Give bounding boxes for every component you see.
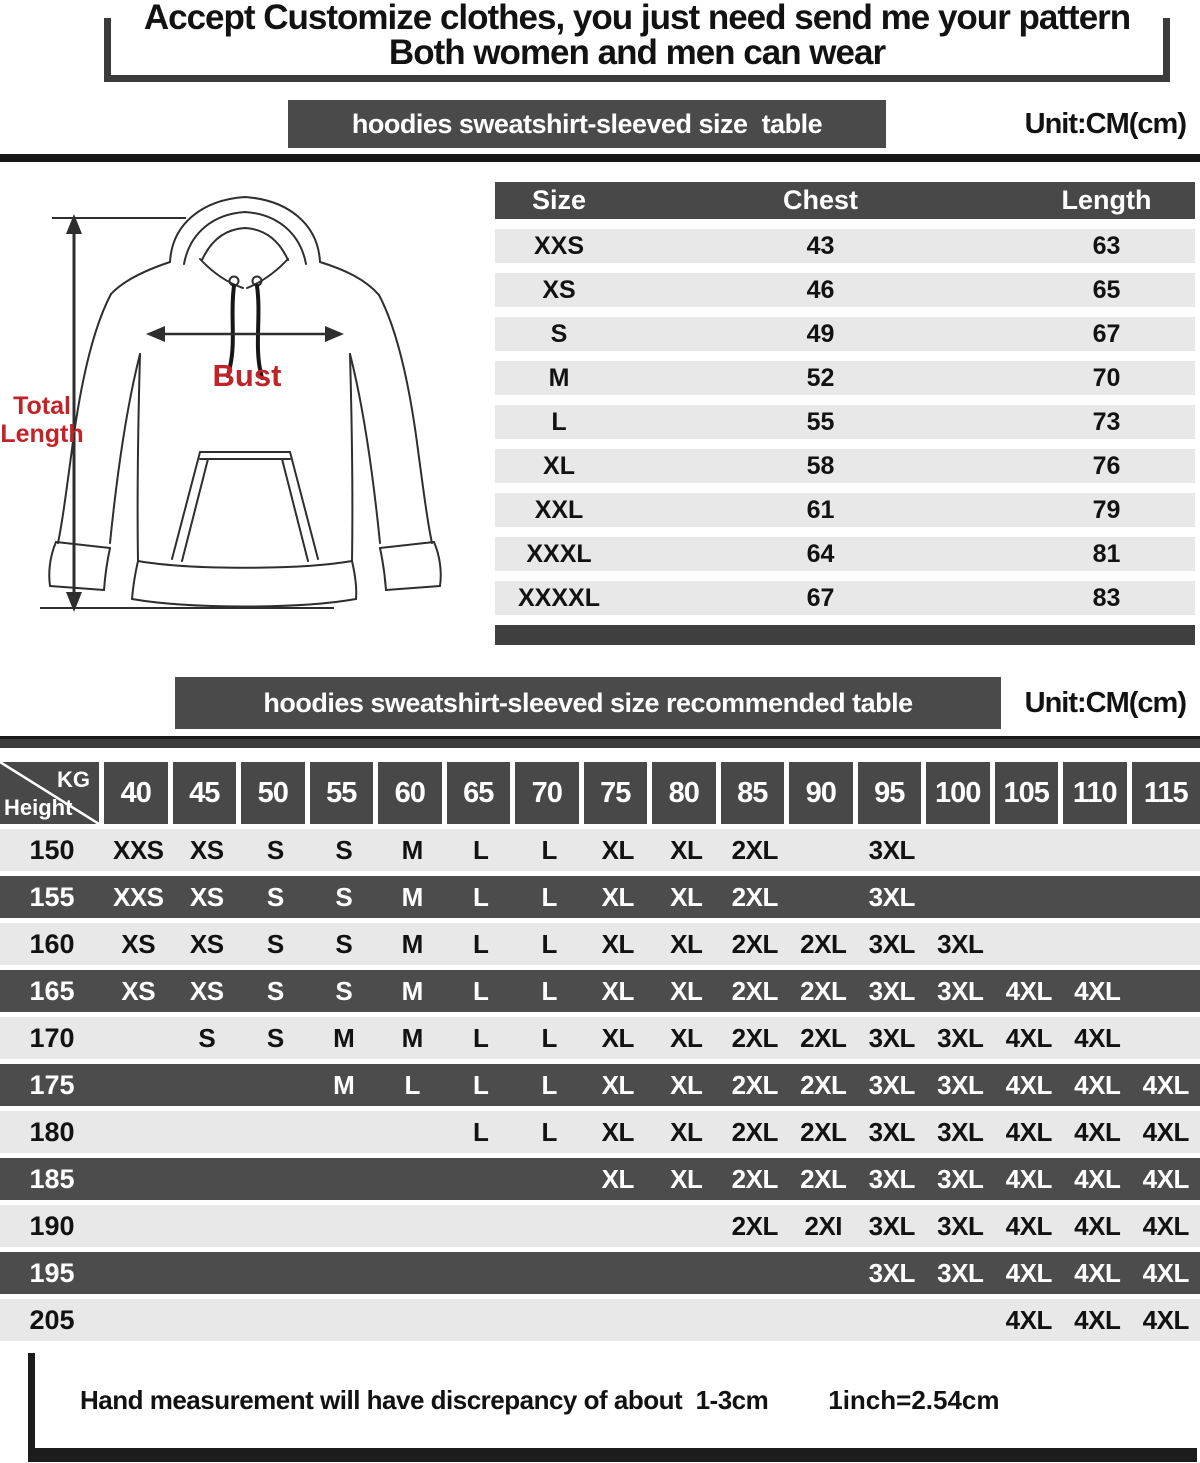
recommend-size-cell: S	[266, 928, 284, 959]
size-cell-length: 65	[1092, 275, 1121, 304]
size-cell-size: XXL	[534, 495, 584, 524]
recommend-size-cell: S	[335, 834, 353, 865]
size-cell-size: XXXL	[526, 539, 592, 568]
size-cell-length: 73	[1092, 407, 1121, 436]
recommend-size-cell: M	[401, 975, 423, 1006]
recommend-size-cell: 4XL	[1005, 1304, 1052, 1335]
recommend-size-cell: XS	[189, 928, 224, 959]
recommend-size-cell: 2XL	[731, 928, 778, 959]
recommend-size-cell: 2XL	[731, 834, 778, 865]
unit-label-2: Unit:CM(cm)	[1024, 686, 1186, 719]
size-cell-size: M	[548, 363, 570, 392]
recommend-size-cell: 3XL	[868, 1022, 915, 1053]
height-label: 175	[29, 1069, 75, 1100]
recommend-table-banner: hoodies sweatshirt-sleeved size recommended table	[175, 677, 1001, 729]
recommend-size-cell: L	[541, 1022, 557, 1053]
size-table-row	[495, 581, 1195, 615]
recommend-size-cell: L	[473, 1116, 489, 1147]
dimension-arrowheads	[66, 214, 344, 612]
height-label: 160	[29, 928, 75, 959]
recommend-size-cell: XS	[189, 881, 224, 912]
recommend-size-cell: 3XL	[868, 975, 915, 1006]
recommend-size-cell: XL	[601, 928, 634, 959]
recommend-size-cell: XL	[670, 834, 703, 865]
size-table-row	[495, 229, 1195, 263]
recommend-size-cell: XL	[601, 1116, 634, 1147]
recommend-size-cell: S	[198, 1022, 216, 1053]
height-corner-label: Height	[4, 795, 73, 820]
recommend-size-cell: 4XL	[1005, 1069, 1052, 1100]
size-table-rows	[495, 229, 1195, 615]
recommend-size-cell: 4XL	[1142, 1069, 1189, 1100]
recommend-row	[0, 876, 1200, 918]
recommend-size-cell: 2XL	[731, 881, 778, 912]
recommend-size-cell: XL	[670, 881, 703, 912]
recommend-size-cell: XL	[601, 1022, 634, 1053]
weight-header-cell: 90	[789, 762, 853, 824]
weight-header-cell: 100	[926, 762, 990, 824]
recommend-table-banner-row	[0, 677, 1200, 729]
recommend-size-cell: 2XL	[800, 1022, 847, 1053]
weight-header-cell: 70	[515, 762, 579, 824]
recommend-size-cell: 3XL	[868, 834, 915, 865]
recommend-size-cell: 4XL	[1142, 1163, 1189, 1194]
unit-label-1: Unit:CM(cm)	[1024, 107, 1186, 140]
weight-header-cell: 95	[858, 762, 922, 824]
size-cell-chest: 58	[806, 451, 835, 480]
size-cell-chest: 67	[806, 583, 835, 612]
recommend-size-cell: S	[266, 1022, 284, 1053]
recommend-size-cell: 4XL	[1074, 1210, 1121, 1241]
recommend-size-cell: 4XL	[1005, 1163, 1052, 1194]
size-table-row	[495, 317, 1195, 351]
recommend-size-cell: 3XL	[868, 1163, 915, 1194]
recommend-size-cell: 2XL	[731, 1163, 778, 1194]
total-length-label-line1: Total	[13, 392, 71, 420]
recommend-size-cell: XL	[670, 928, 703, 959]
recommend-size-cell: 4XL	[1005, 1257, 1052, 1288]
recommend-size-cell: 4XL	[1005, 1116, 1052, 1147]
recommend-table	[0, 762, 1200, 1341]
recommend-size-cell: 4XL	[1142, 1257, 1189, 1288]
recommend-size-cell: XL	[670, 975, 703, 1006]
hoodie-diagram-wrap	[0, 162, 490, 647]
recommend-row	[0, 829, 1200, 871]
recommend-size-cell: 3XL	[868, 881, 915, 912]
divider-line-1	[0, 154, 1200, 162]
page-title-line2: Both women and men can wear	[388, 33, 886, 72]
size-cell-chest: 49	[806, 319, 835, 348]
recommend-size-cell: L	[541, 1069, 557, 1100]
size-table-row	[495, 449, 1195, 483]
height-label: 165	[29, 975, 75, 1006]
recommend-size-cell: 3XL	[868, 1069, 915, 1100]
recommend-row	[0, 1205, 1200, 1247]
recommend-size-cell: L	[473, 1022, 489, 1053]
recommend-size-cell: 3XL	[868, 928, 915, 959]
recommend-row	[0, 1064, 1200, 1106]
recommend-row	[0, 1252, 1200, 1294]
size-cell-size: L	[551, 407, 567, 436]
total-length-label-line2: Length	[0, 420, 84, 448]
recommend-table-header	[0, 762, 1200, 824]
size-cell-length: 79	[1092, 495, 1121, 524]
size-cell-chest: 64	[806, 539, 835, 568]
recommend-size-cell: 2XL	[800, 1163, 847, 1194]
recommend-size-cell: 2XL	[800, 928, 847, 959]
size-cell-size: XL	[543, 451, 575, 480]
recommend-size-cell: XS	[189, 975, 224, 1006]
height-label: 170	[29, 1022, 75, 1053]
recommend-size-cell: XL	[601, 975, 634, 1006]
size-cell-chest: 46	[806, 275, 835, 304]
weight-header-cell: 80	[652, 762, 716, 824]
size-table	[495, 162, 1195, 647]
bust-label: Bust	[212, 358, 282, 393]
recommend-size-cell: 4XL	[1142, 1210, 1189, 1241]
size-cell-length: 76	[1092, 451, 1121, 480]
recommend-size-cell: S	[266, 881, 284, 912]
size-table-banner: hoodies sweatshirt-sleeved size table	[288, 100, 886, 148]
recommend-size-cell: L	[541, 834, 557, 865]
size-cell-chest: 61	[806, 495, 835, 524]
recommend-size-cell: 2XL	[800, 975, 847, 1006]
weight-header-cell: 50	[241, 762, 305, 824]
size-table-header	[495, 182, 1195, 219]
length-col-header: Length	[1061, 185, 1152, 215]
height-label: 190	[29, 1210, 75, 1241]
recommend-size-cell: L	[473, 881, 489, 912]
recommend-size-cell: L	[541, 881, 557, 912]
recommend-size-cell: XL	[670, 1116, 703, 1147]
recommend-size-cell: L	[473, 1069, 489, 1100]
recommend-size-cell: XL	[601, 834, 634, 865]
recommend-size-cell: 3XL	[937, 1069, 984, 1100]
recommend-size-cell: 2XL	[731, 1210, 778, 1241]
height-label: 150	[29, 834, 75, 865]
measurement-note-box	[28, 1353, 1197, 1462]
weight-header-cell: 105	[995, 762, 1059, 824]
recommend-size-cell: 4XL	[1074, 1257, 1121, 1288]
size-cell-length: 63	[1092, 231, 1121, 260]
weight-header-cell: 60	[378, 762, 442, 824]
recommend-size-cell: M	[401, 834, 423, 865]
title-block	[104, 0, 1170, 82]
weight-header-cell: 45	[173, 762, 237, 824]
recommend-table-rows	[0, 829, 1200, 1341]
weight-header-cell: 65	[447, 762, 511, 824]
recommend-size-cell: XL	[670, 1069, 703, 1100]
recommend-size-cell: M	[401, 881, 423, 912]
recommend-size-cell: 4XL	[1005, 975, 1052, 1006]
size-cell-length: 67	[1092, 319, 1121, 348]
recommend-size-cell: XS	[189, 834, 224, 865]
size-table-row	[495, 361, 1195, 395]
weight-header-cell: 85	[721, 762, 785, 824]
hoodie-outline	[49, 197, 441, 607]
recommend-size-cell: XS	[121, 975, 156, 1006]
recommend-size-cell: S	[266, 834, 284, 865]
size-cell-length: 81	[1092, 539, 1121, 568]
size-cell-size: XS	[542, 275, 576, 304]
recommend-size-cell: L	[541, 975, 557, 1006]
recommend-size-cell: 4XL	[1005, 1210, 1052, 1241]
recommend-size-cell: 3XL	[868, 1116, 915, 1147]
recommend-size-cell: 4XL	[1074, 1116, 1121, 1147]
recommend-size-cell: XXS	[112, 834, 164, 865]
size-cell-chest: 43	[806, 231, 835, 260]
weight-header-cell: 55	[310, 762, 374, 824]
recommend-size-cell: 2XL	[731, 1116, 778, 1147]
recommend-size-cell: 2XL	[731, 1022, 778, 1053]
recommend-size-cell: S	[266, 975, 284, 1006]
recommend-size-cell: XL	[670, 1163, 703, 1194]
size-cell-length: 83	[1092, 583, 1121, 612]
recommend-size-cell: 4XL	[1142, 1304, 1189, 1335]
height-label: 195	[29, 1257, 75, 1288]
recommend-size-cell: L	[473, 975, 489, 1006]
recommend-size-cell: 2XL	[731, 1069, 778, 1100]
recommend-size-cell: S	[335, 975, 353, 1006]
dimension-lines	[40, 218, 340, 608]
recommend-size-cell: 2XL	[731, 975, 778, 1006]
size-cell-size: XXS	[533, 231, 585, 260]
recommend-size-cell: 3XL	[937, 1022, 984, 1053]
size-cell-length: 70	[1092, 363, 1121, 392]
recommend-size-cell: 4XL	[1074, 1022, 1121, 1053]
recommend-size-cell: 3XL	[937, 1163, 984, 1194]
recommend-size-cell: XL	[670, 1022, 703, 1053]
height-label: 185	[29, 1163, 75, 1194]
recommend-size-cell: S	[335, 881, 353, 912]
recommend-size-cell: XL	[601, 1163, 634, 1194]
recommend-row	[0, 1111, 1200, 1153]
recommend-size-cell: 3XL	[937, 928, 984, 959]
kg-corner-label: KG	[57, 767, 90, 792]
recommend-size-cell: M	[333, 1022, 355, 1053]
recommend-row	[0, 1017, 1200, 1059]
recommend-size-cell: L	[541, 1116, 557, 1147]
recommend-size-cell: 3XL	[937, 1210, 984, 1241]
recommend-size-cell: M	[333, 1069, 355, 1100]
recommend-size-cell: XS	[121, 928, 156, 959]
size-cell-chest: 55	[806, 407, 835, 436]
hoodie-line-drawing	[0, 162, 490, 647]
divider-line-2	[0, 736, 1200, 748]
recommend-row	[0, 1299, 1200, 1341]
recommend-size-cell: 3XL	[937, 975, 984, 1006]
recommend-size-cell: 3XL	[937, 1257, 984, 1288]
size-table-banner-row	[0, 100, 1200, 148]
recommend-size-cell: 4XL	[1005, 1022, 1052, 1053]
recommend-size-cell: 2XL	[800, 1069, 847, 1100]
size-cell-size: S	[550, 319, 568, 348]
recommend-size-cell: L	[404, 1069, 420, 1100]
recommend-row	[0, 1158, 1200, 1200]
recommend-size-cell: 2XI	[804, 1210, 843, 1241]
recommend-size-cell: XXS	[112, 881, 164, 912]
recommend-size-cell: L	[473, 928, 489, 959]
chest-col-header: Chest	[782, 185, 858, 215]
size-col-header: Size	[531, 185, 587, 215]
weight-header-cell: 115	[1132, 762, 1200, 824]
recommend-row	[0, 923, 1200, 965]
inch-conversion: 1inch=2.54cm	[828, 1385, 1000, 1415]
height-label: 180	[29, 1116, 75, 1147]
weight-header-cell: 110	[1063, 762, 1127, 824]
recommend-size-cell: 4XL	[1142, 1116, 1189, 1147]
recommend-size-cell: XL	[601, 881, 634, 912]
recommend-size-cell: 3XL	[868, 1257, 915, 1288]
height-label: 205	[29, 1304, 75, 1335]
size-table-row	[495, 273, 1195, 307]
size-table-row	[495, 537, 1195, 571]
recommend-size-cell: 3XL	[937, 1116, 984, 1147]
size-table-row	[495, 405, 1195, 439]
recommend-size-cell: M	[401, 1022, 423, 1053]
recommend-size-cell: 4XL	[1074, 1163, 1121, 1194]
size-table-row	[495, 493, 1195, 527]
corner-cell	[0, 762, 99, 824]
recommend-row	[0, 970, 1200, 1012]
recommend-size-cell: 3XL	[868, 1210, 915, 1241]
recommend-size-cell: 4XL	[1074, 1304, 1121, 1335]
recommend-size-cell: 2XL	[800, 1116, 847, 1147]
weight-header-cell: 40	[104, 762, 168, 824]
recommend-size-cell: M	[401, 928, 423, 959]
main-section	[0, 162, 1200, 647]
measurement-note: Hand measurement will have discrepancy of about 1-3cm	[80, 1385, 769, 1415]
weight-header-cell: 75	[584, 762, 648, 824]
size-cell-chest: 52	[806, 363, 835, 392]
recommend-size-cell: L	[473, 834, 489, 865]
height-label: 155	[29, 881, 75, 912]
recommend-size-cell: 4XL	[1074, 1069, 1121, 1100]
page-title-line1: Accept Customize clothes, you just need send me your pattern	[143, 0, 1131, 37]
recommend-size-cell: L	[541, 928, 557, 959]
recommend-size-cell: 4XL	[1074, 975, 1121, 1006]
recommend-size-cell: XL	[601, 1069, 634, 1100]
recommend-size-cell: S	[335, 928, 353, 959]
size-cell-size: XXXXL	[518, 583, 600, 612]
size-table-footer-bar	[495, 625, 1195, 645]
